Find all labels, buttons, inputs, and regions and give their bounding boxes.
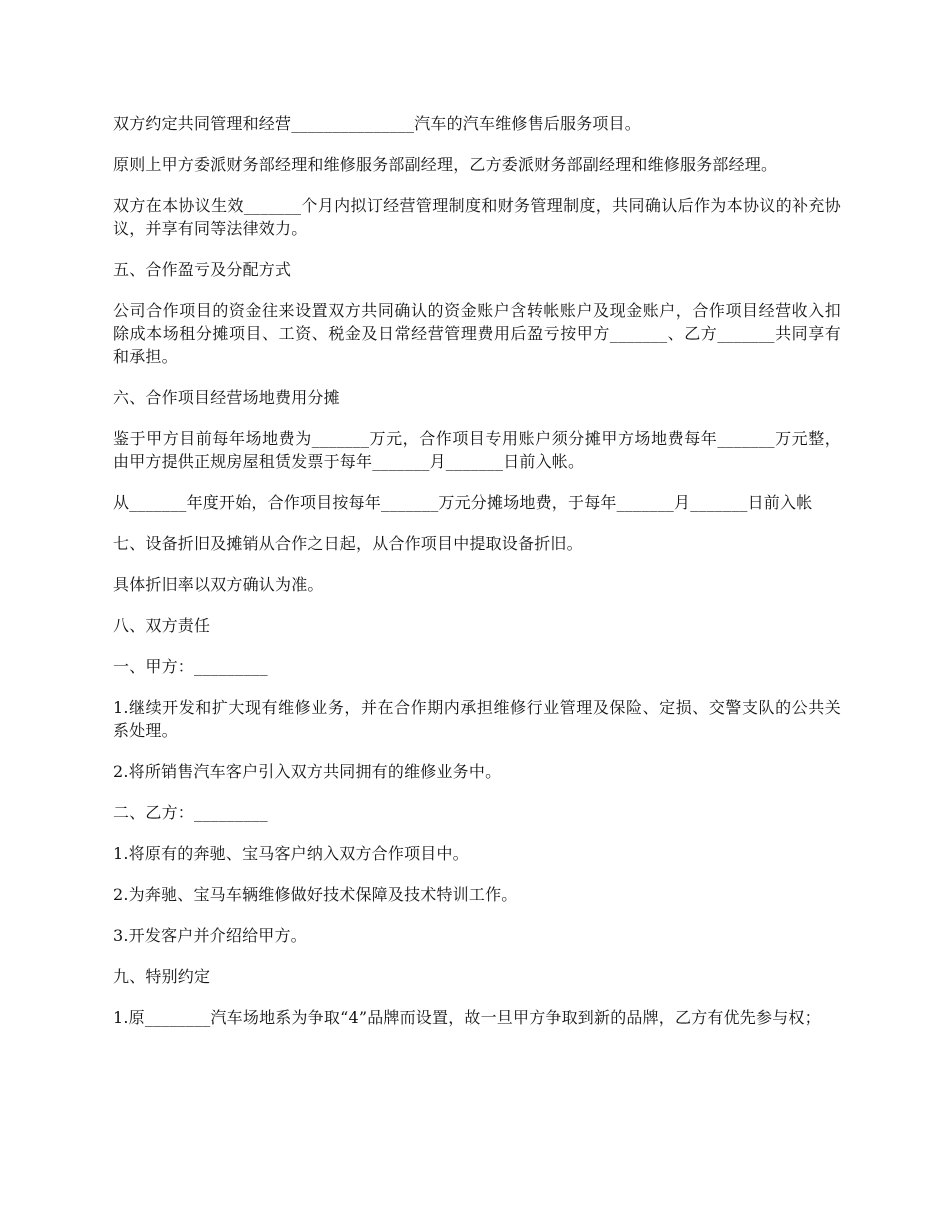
list-item-special-1: 1.原________汽车场地系为争取“4”品牌而设置，故一旦甲方争取到新的品牌，乙方有优先参与权； — [113, 1008, 821, 1027]
paragraph-regulations: 双方在本协议生效_______个月内拟订经营管理制度和财务管理制度，共同确认后作为本协议的补充协议，并享有同等法律效力。 — [113, 196, 841, 238]
subheading-party-a: 一、甲方：_________ — [113, 657, 268, 676]
heading-section-8: 八、双方责任 — [113, 616, 211, 635]
paragraph-staffing: 原则上甲方委派财务部经理和维修服务部副经理，乙方委派财务部副经理和维修服务部经理。 — [113, 155, 778, 174]
paragraph-depreciation-rate: 具体折旧率以双方确认为准。 — [113, 575, 324, 594]
heading-section-6: 六、合作项目经营场地费用分摊 — [113, 388, 340, 407]
list-item-party-a-2: 2.将所销售汽车客户引入双方共同拥有的维修业务中。 — [113, 762, 502, 781]
paragraph-profit-sharing: 公司合作项目的资金往来设置双方共同确认的资金账户含转帐账户及现金账户，合作项目经营收入扣除成本场租分摊项目、工资、税金及日常经营管理费用后盈亏按甲方_______、乙方_______共同享有和承担。 — [113, 301, 841, 366]
paragraph-site-fee-schedule: 从_______年度开始，合作项目按每年_______万元分摊场地费，于每年_______月_______日前入帐 — [113, 493, 813, 512]
list-item-party-b-3: 3.开发客户并介绍给甲方。 — [113, 926, 307, 945]
list-item-party-b-2: 2.为奔驰、宝马车辆维修做好技术保障及技术特训工作。 — [113, 885, 518, 904]
list-item-party-a-1: 1.继续开发和扩大现有维修业务，并在合作期内承担维修行业管理及保险、定损、交警支队的公共关系处理。 — [113, 698, 841, 740]
list-item-party-b-1: 1.将原有的奔驰、宝马客户纳入双方合作项目中。 — [113, 844, 469, 863]
heading-section-7: 七、设备折旧及摊销从合作之日起，从合作项目中提取设备折旧。 — [113, 534, 583, 553]
paragraph-scope: 双方约定共同管理和经营_______________汽车的汽车维修售后服务项目。 — [113, 114, 642, 133]
paragraph-site-fee: 鉴于甲方目前每年场地费为_______万元，合作项目专用账户须分摊甲方场地费每年_______万元整，由甲方提供正规房屋租赁发票于每年_______月_______日前入帐。 — [113, 429, 841, 471]
document-page — [113, 112, 841, 1047]
subheading-party-b: 二、乙方：_________ — [113, 803, 268, 822]
heading-section-5: 五、合作盈亏及分配方式 — [113, 260, 292, 279]
heading-section-9: 九、特别约定 — [113, 967, 211, 986]
